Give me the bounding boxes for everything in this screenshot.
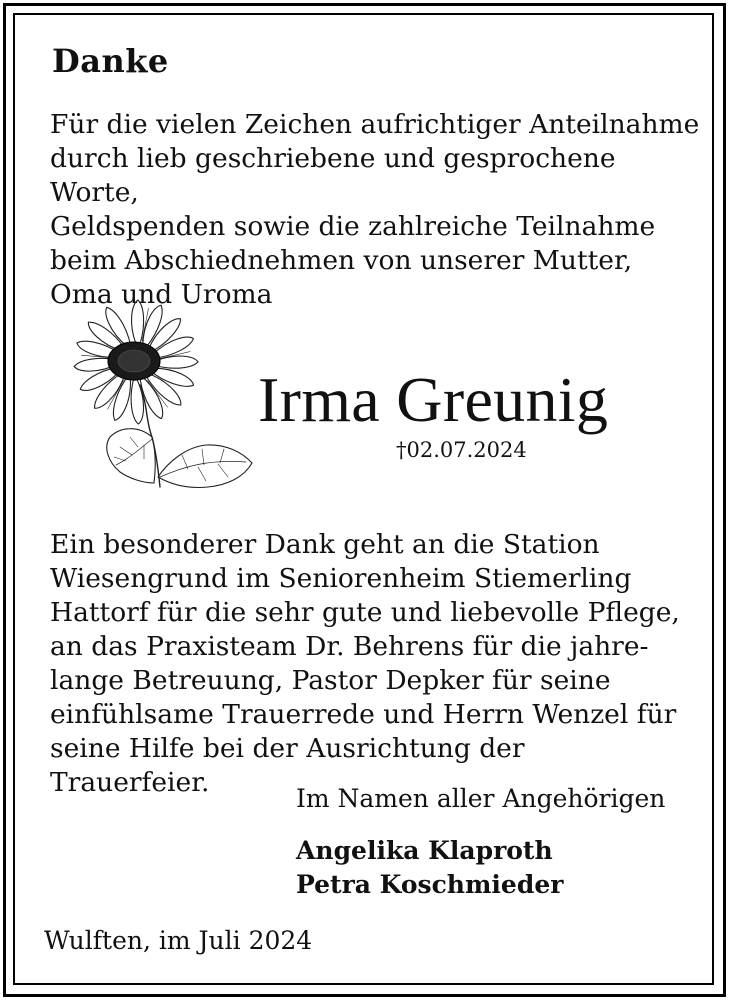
- notice-heading: Danke: [52, 42, 169, 80]
- place-date: Wulften, im Juli 2024: [44, 926, 313, 955]
- intro-paragraph: Für die vielen Zeichen aufrichtiger Anteilnahme durch lieb geschriebene und gesprochene Worte, Geldspenden sowie die zahlreiche Teilnahme beim Abschiednehmen von unserer Mutter, Oma und Uroma: [50, 109, 700, 310]
- deceased-name: Irma Greunig: [258, 364, 609, 435]
- death-date: †02.07.2024: [396, 438, 527, 462]
- thanks-paragraph: Ein besonderer Dank geht an die Station Wiesengrund im Seniorenheim Stiemerling Hattorf für die sehr gute und liebevolle Pflege, an das Praxisteam Dr. Behrens für die jahre- lange Betreuung, Pastor Depker für seine einfühlsame Trauerrede und Herrn Wenzel für seine Hilfe bei der Ausrichtung der Trauerfeier.: [50, 529, 680, 798]
- signers: Angelika Klaproth Petra Koschmieder: [296, 836, 564, 899]
- sunflower-drawing-icon: [48, 287, 270, 492]
- closing-line: Im Namen aller Angehörigen: [296, 784, 666, 813]
